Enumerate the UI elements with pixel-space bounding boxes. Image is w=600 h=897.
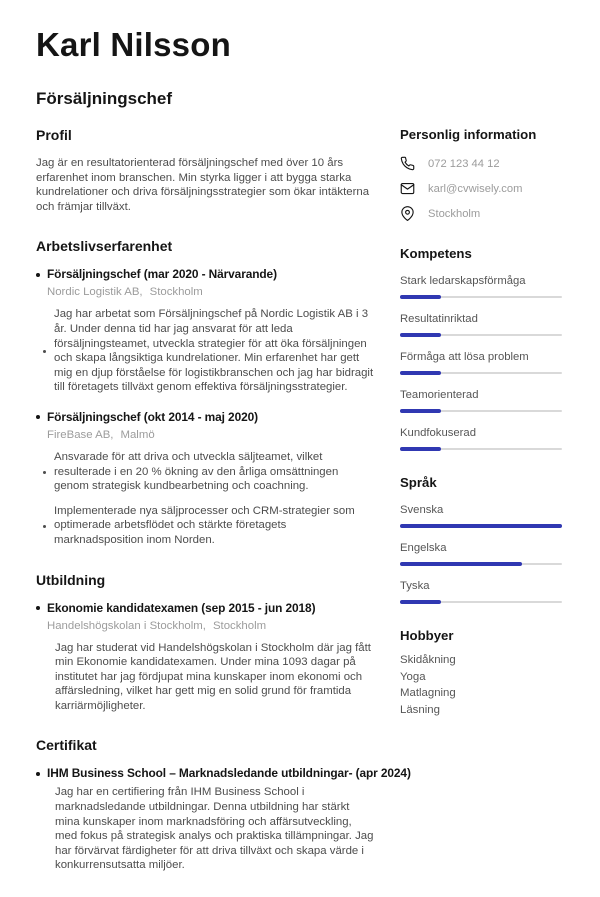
- skill-meter: [400, 313, 564, 336]
- section-experience: [36, 238, 376, 547]
- language-bar-fill: [400, 600, 441, 604]
- education-school: Handelshögskolan i Stockholm,: [47, 619, 206, 632]
- candidate-headline: Försäljningschef: [36, 89, 173, 108]
- job-description: Ansvarade för att driva och utveckla säljteamet, vilket resulterade i en 20 % ökning av den årliga omsättningen genom strategisk kundbearbetning och coachning.: [54, 450, 339, 493]
- language-bar-fill: [400, 524, 562, 528]
- language-bar-fill: [400, 562, 522, 566]
- hobby-item: Yoga: [400, 670, 426, 683]
- contact-location-row: [400, 206, 564, 221]
- skill-bar-fill: [400, 447, 441, 451]
- skill-label: Teamorienterad: [400, 389, 479, 401]
- education-title: Ekonomie kandidatexamen (sep 2015 - jun 2018): [47, 600, 316, 615]
- profile-heading: Profil: [36, 127, 72, 143]
- education-description: Jag har studerat vid Handelshögskolan i Stockholm där jag fått min Ekonomie kandidatexamen. Under mina 1093 dagar på institutet har jag fördjupat mina kunskaper inom ekonomi och affärsledning, vilket har gett mig en solid grund för framtida karriärmöjligheter.: [55, 641, 371, 712]
- phone-value: 072 123 44 12: [428, 157, 500, 170]
- certificates-heading: Certifikat: [36, 737, 97, 754]
- location-value: Stockholm: [428, 207, 481, 220]
- job-description: Jag har arbetat som Försäljningschef på Nordic Logistik AB i 3 år. Under denna tid har jag ansvarat för att leda försäljningsteamet, utveckla strategier för att öka försäljningen och skapa långsiktiga kundrelationer. Min erfarenhet har gett mig en djup förståelse för logistikbranschen och jag har bidragit till företagets tillväxt genom effektiva försäljningsstrategier.: [54, 308, 374, 394]
- job-city: Stockholm: [149, 286, 203, 299]
- bullet-icon: [43, 350, 46, 353]
- language-meter: [400, 580, 564, 603]
- education-school-line: [47, 620, 376, 632]
- hobby-item: Läsning: [400, 703, 440, 716]
- email-value: karl@cvwisely.com: [428, 182, 523, 195]
- language-label: Svenska: [400, 504, 444, 516]
- skill-meter: [400, 275, 564, 298]
- education-heading: Utbildning: [36, 571, 106, 588]
- hobby-item: Matlagning: [400, 687, 456, 699]
- bullet-icon: [43, 525, 46, 528]
- skill-bar-track: [400, 410, 562, 412]
- skill-bar-fill: [400, 409, 441, 413]
- language-meter: [400, 542, 564, 565]
- language-meter: [400, 504, 564, 527]
- bullet-icon: [36, 273, 40, 277]
- section-education: [36, 572, 376, 714]
- section-skills: [400, 246, 564, 450]
- job-company: Nordic Logistik AB,: [47, 286, 143, 299]
- skill-bar-fill: [400, 295, 441, 299]
- section-hobbies: [400, 628, 564, 718]
- job-title: Försäljningschef (mar 2020 - Närvarande): [47, 267, 277, 282]
- phone-icon: [400, 156, 415, 171]
- profile-text: Jag är en resultatorienterad försäljningschef med över 10 års erfarenhet inom branschen. Min styrka ligger i att bygga starka kundrelationer och driva försäljningsstrategier som ökar intäkterna och främjar tillväxt.: [36, 157, 370, 213]
- job-title: Försäljningschef (okt 2014 - maj 2020): [47, 409, 258, 424]
- language-label: Engelska: [400, 542, 447, 554]
- skill-meter: [400, 351, 564, 374]
- main-column: [36, 127, 411, 897]
- bullet-icon: [36, 415, 40, 419]
- job-city: Malmö: [120, 428, 155, 441]
- job-company-line: [47, 429, 376, 441]
- job-description: Implementerade nya säljprocesser och CRM-strategier som optimerade arbetsflödet och stärkte företagets marknadsposition inom Norden.: [54, 504, 355, 546]
- job-description-bullet: [43, 307, 376, 395]
- section-personal-info: [400, 127, 564, 221]
- bullet-icon: [36, 606, 40, 610]
- skill-bar-track: [400, 448, 562, 450]
- certificate-entry: [36, 766, 411, 873]
- skill-label: Kundfokuserad: [400, 427, 476, 439]
- languages-heading: Språk: [400, 475, 437, 490]
- job-company-line: [47, 286, 376, 298]
- language-bar-track: [400, 601, 562, 603]
- experience-heading: Arbetslivserfarenhet: [36, 238, 173, 255]
- job-entry: [36, 410, 376, 548]
- language-bar-track: [400, 525, 562, 527]
- job-entry: [36, 267, 376, 395]
- skill-meter: [400, 389, 564, 412]
- hobby-item: Skidåkning: [400, 654, 456, 666]
- skill-label: Stark ledarskapsförmåga: [400, 275, 526, 287]
- education-city: Stockholm: [212, 619, 267, 632]
- skill-bar-fill: [400, 371, 441, 375]
- contact-phone-row: [400, 156, 564, 171]
- section-certificates: [36, 737, 411, 873]
- skill-label: Förmåga att lösa problem: [400, 351, 529, 363]
- hobbies-heading: Hobbyer: [400, 628, 454, 643]
- skill-label: Resultatinriktad: [400, 313, 478, 325]
- language-bar-track: [400, 563, 562, 565]
- bullet-icon: [43, 471, 46, 474]
- bullet-icon: [36, 772, 40, 776]
- cv-header: [0, 0, 600, 109]
- skills-heading: Kompetens: [400, 246, 472, 261]
- contact-email-row: [400, 181, 564, 196]
- section-profile: [36, 127, 376, 214]
- education-entry: [36, 601, 376, 714]
- certificate-title: IHM Business School – Marknadsledande utbildningar- (apr 2024): [47, 766, 411, 781]
- location-pin-icon: [400, 206, 415, 221]
- skill-bar-track: [400, 296, 562, 298]
- skill-bar-track: [400, 334, 562, 336]
- skill-bar-fill: [400, 333, 441, 337]
- job-description-bullet: [43, 450, 376, 494]
- job-description-bullet: [43, 504, 376, 548]
- hobby-list: [400, 652, 564, 718]
- personal-info-heading: Personlig information: [400, 127, 537, 142]
- certificate-description: Jag har en certifiering från IHM Business School i marknadsledande utbildningar. Denna utbildning har stärkt mina kunskaper inom marknadsföring och affärsutveckling, med fokus på strategisk analys och praktiska tillämpningar. Jag har förvärvat färdigheter för att driva tillväxt och skapa värde i konkurrensutsatta miljöer.: [55, 786, 374, 872]
- candidate-name: Karl Nilsson: [36, 26, 231, 63]
- mail-icon: [400, 181, 415, 196]
- language-label: Tyska: [400, 580, 430, 592]
- sidebar-column: [400, 127, 564, 897]
- skill-bar-track: [400, 372, 562, 374]
- skill-meter: [400, 427, 564, 450]
- section-languages: [400, 475, 564, 603]
- job-company: FireBase AB,: [47, 428, 114, 441]
